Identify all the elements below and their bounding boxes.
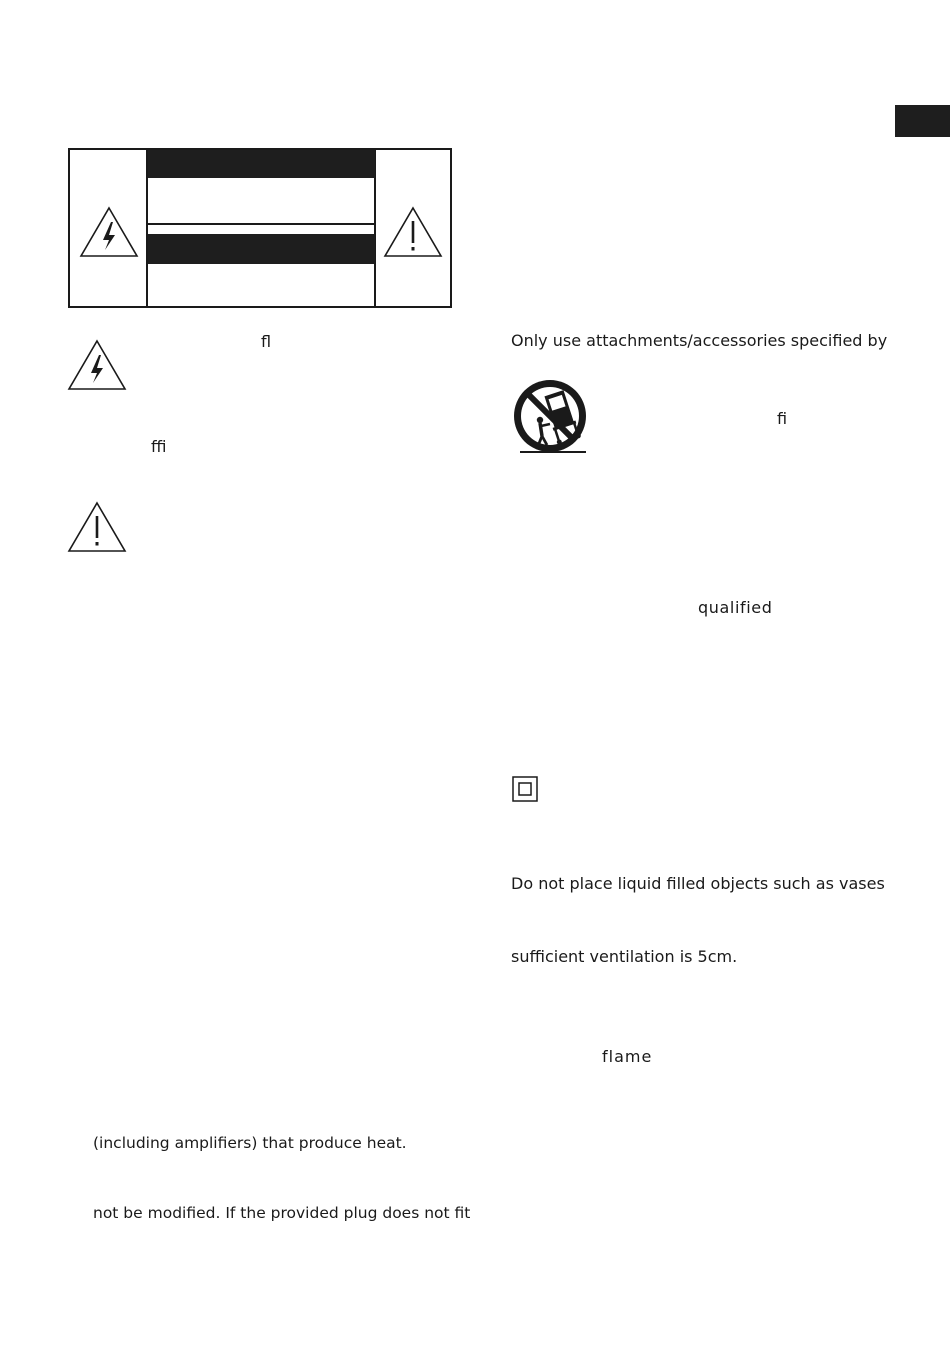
warning-box-divider-line [148,223,375,225]
language-tab [895,105,950,137]
cart-tip-over-icon [512,378,592,458]
cart-text-fragment: ﬁ [777,409,788,428]
exclamation-triangle-icon [382,205,444,259]
text-liquid-objects: Do not place liquid filled objects such as vases [511,874,885,893]
double-insulation-square-icon [512,776,538,802]
lightning-text-fragment: ﬂ [261,332,272,351]
lightning-triangle-icon [78,205,140,259]
text-amplifiers-heat: (including amplifiers) that produce heat. [93,1134,407,1152]
warning-box-header-bar [148,150,375,178]
exclamation-triangle-icon [66,500,128,554]
text-ventilation: sufficient ventilation is 5cm. [511,947,738,966]
warning-box [68,148,452,308]
text-flame: flame [602,1047,653,1066]
lightning-triangle-icon [66,338,128,392]
text-qualified: qualified [698,598,773,617]
text-plug-not-fit: not be modified. If the provided plug does not fit [93,1204,471,1222]
lightning-text-fragment-2: ﬃ [151,437,167,456]
warning-box-middle-bar [148,234,375,264]
text-attachments-accessories: Only use attachments/accessories specified by [511,331,888,350]
